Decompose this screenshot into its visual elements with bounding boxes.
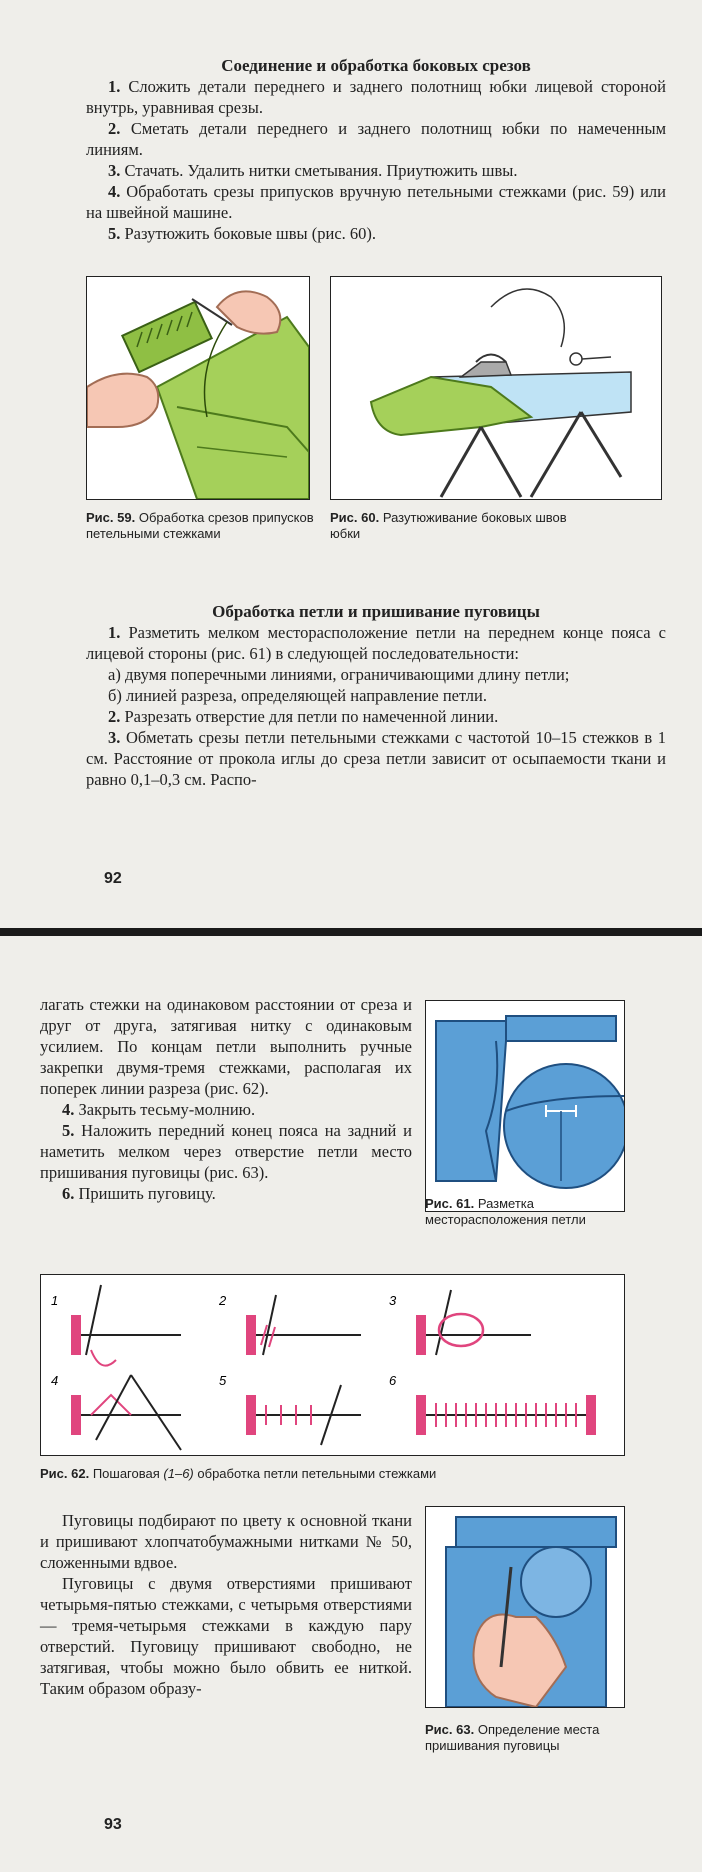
step-2-1: 1. Разметить мелком месторасположение петли на переднем конце пояса с лицевой стороны (рис. 61) в следующей последовательности: [86, 623, 666, 663]
step-1: 1. Сложить детали переднего и заднего полотнищ юбки лицевой стороной внутрь, уравнивая срезы. [86, 77, 666, 117]
stitch-step-1 [71, 1285, 181, 1366]
section-title-side-seams: Соединение и обработка боковых срезов [221, 56, 531, 75]
buttons-text-block [40, 1510, 412, 1699]
section-buttonhole [86, 602, 666, 790]
step-2: 2. Сметать детали переднего и заднего полотнищ юбки по намеченным линиям. [86, 119, 667, 159]
figure-63-illustration [425, 1506, 625, 1708]
sub-step-b: б) линией разреза, определяющей направление петли. [108, 686, 487, 705]
page-93 [0, 936, 702, 1872]
step-6: 6. Пришить пуговицу. [62, 1184, 216, 1203]
step-label-5: 5 [219, 1373, 227, 1388]
figure-61-caption: Рис. 61. Разметка месторасположения петли [425, 1196, 586, 1227]
figure-60-illustration [330, 276, 662, 500]
figure-59-caption: Рис. 59. Обработка срезов припусков петельными стежками [86, 510, 314, 541]
ironing-seam-image [331, 277, 661, 499]
stitch-step-4 [71, 1375, 181, 1450]
stitch-step-2 [246, 1295, 361, 1355]
step-5: 5. Наложить передний конец пояса на задний и наметить мелком через отверстие петли место пришивания пуговицы (рис. 63). [40, 1121, 412, 1182]
section-title-buttonhole: Обработка петли и пришивание пуговицы [212, 602, 540, 621]
buttons-paragraph-1: Пуговицы подбирают по цвету к основной ткани и пришивают хлопчатобумажными нитками № 50, сложенными вдвое. [40, 1511, 412, 1572]
figure-63-caption: Рис. 63. Определение места пришивания пуговицы [425, 1722, 600, 1753]
buttonhole-stitch-hands-image [87, 277, 309, 499]
step-5: 5. Разутюжить боковые швы (рис. 60). [108, 224, 377, 243]
button-marking-image [426, 1507, 624, 1707]
stitch-step-5 [246, 1385, 361, 1445]
step-2-3: 3. Обметать срезы петли петельными стежками с частотой 10–15 стежков в 1 см. Расстояние от прокола иглы до среза петли зависит от осыпаемости ткани и равно 0,1–0,3 см. Распо- [86, 728, 667, 789]
stitch-step-6 [416, 1395, 596, 1435]
step-4: 4. Закрыть тесьму-молнию. [62, 1100, 256, 1119]
step-label-4: 4 [51, 1373, 59, 1388]
buttons-paragraph-2: Пуговицы с двумя отверстиями пришивают четырьмя-пятью стежками, с четырьмя отверстиями — тремя-четырьмя стежками в каждую пару отверстий. Пуговицу пришивают свободно, не затягивая, чтобы можно было обвить ее ниткой. Таким образом образу- [40, 1574, 412, 1698]
sub-step-a: а) двумя поперечными линиями, ограничивающими длину петли; [108, 665, 570, 684]
step-label-3: 3 [389, 1293, 397, 1308]
step-label-6: 6 [389, 1373, 397, 1388]
page-number: 93 [104, 1816, 122, 1833]
figure-59-illustration [86, 276, 310, 500]
stitch-step-3 [416, 1290, 531, 1355]
section-side-seams [86, 56, 666, 244]
buttonhole-steps-image [41, 1275, 624, 1455]
step-label-2: 2 [219, 1293, 227, 1308]
buttonhole-marking-image [426, 1001, 624, 1211]
page-number: 92 [104, 870, 122, 887]
continued-text-block [40, 994, 412, 1204]
step-4: 4. Обработать срезы припусков вручную петельными стежками (рис. 59) или на швейной машине. [86, 182, 666, 222]
figure-61-illustration [425, 1000, 625, 1212]
step-2-2: 2. Разрезать отверстие для петли по намеченной линии. [108, 707, 499, 726]
continued-paragraph: лагать стежки на одинаковом расстоянии от среза и друг от друга, затягивая нитку с одинаковым усилием. По концам петли выполнить ручные закрепки двумя-тремя стежками, располагая их поперек линии разреза (рис. 62). [40, 995, 412, 1098]
step-label-1: 1 [51, 1293, 59, 1308]
figure-62-caption: Рис. 62. Пошаговая (1–6) обработка петли петельными стежками [40, 1466, 437, 1481]
figure-60-caption: Рис. 60. Разутюживание боковых швов юбки [330, 510, 567, 541]
page-92 [0, 0, 702, 928]
figure-62-illustration [40, 1274, 625, 1456]
step-3: 3. Стачать. Удалить нитки сметывания. Приутюжить швы. [108, 161, 518, 180]
